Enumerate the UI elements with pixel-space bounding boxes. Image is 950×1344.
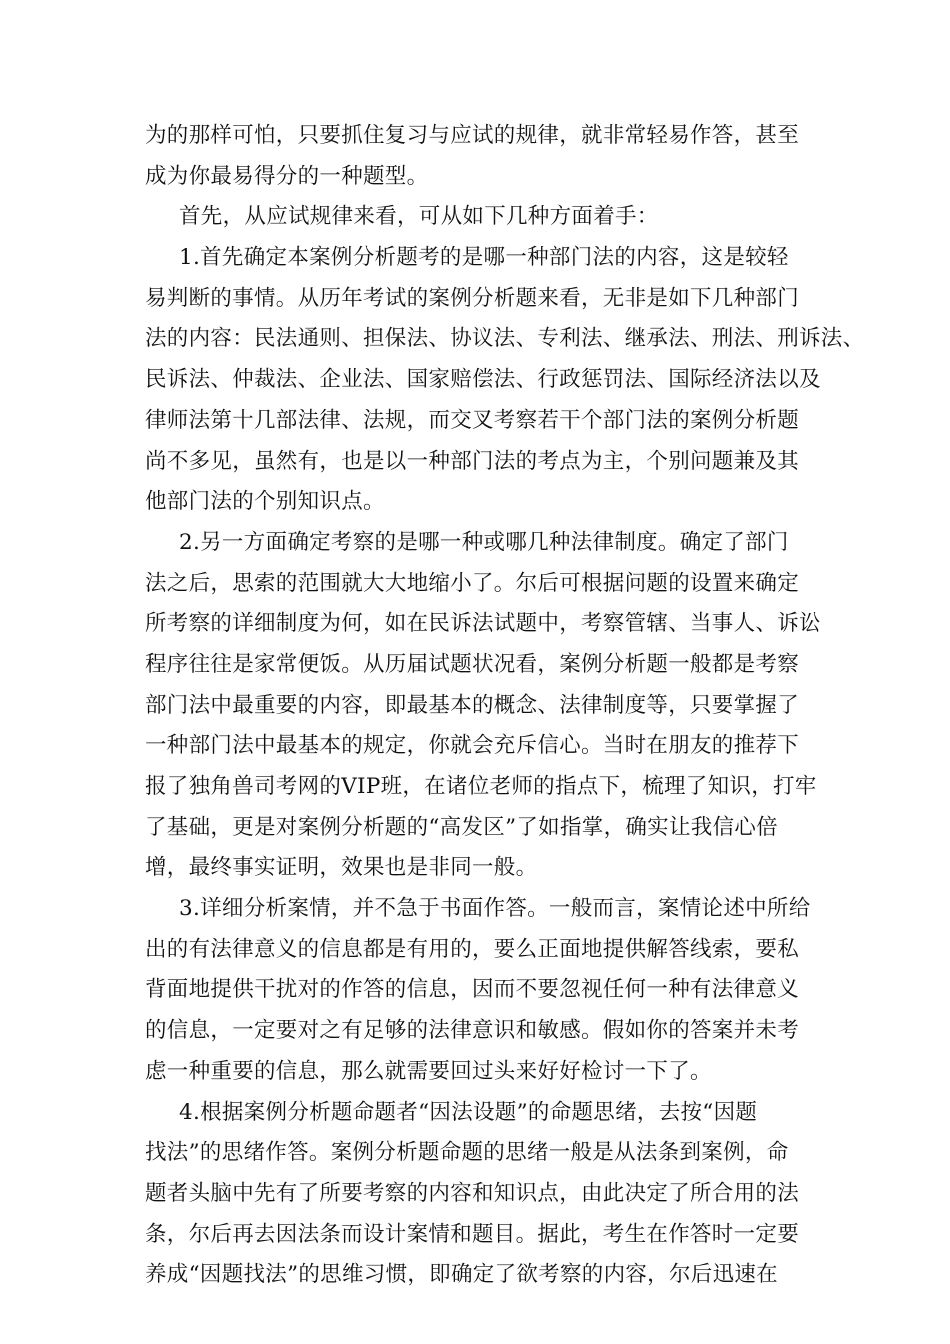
text-line: 条，尔后再去因法条而设计案情和题目。据此，考生在作答时一定要 [145, 1221, 800, 1247]
text-line: 尚不多见，虽然有，也是以一种部门法的考点为主，个别问题兼及其 [145, 448, 800, 474]
text-line: 题者头脑中先有了所要考察的内容和知识点，由此决定了所合用的法 [145, 1180, 800, 1206]
text-line: 找法”的思绪作答。案例分析题命题的思绪一般是从法条到案例，命 [145, 1140, 789, 1166]
paragraph-first-line: 3.详细分析案情，并不急于书面作答。一般而言，案情论述中所给 [179, 896, 811, 922]
paragraph-first-line: 首先，从应试规律来看，可从如下几种方面着手： [179, 204, 659, 230]
text-line: 背面地提供干扰对的作答的信息，因而不要忽视任何一种有法律意义 [145, 977, 800, 1003]
paragraph-first-line: 1.首先确定本案例分析题考的是哪一种部门法的内容，这是较轻 [179, 245, 789, 271]
text-line: 一种部门法中最基本的规定，你就会充斥信心。当时在朋友的推荐下 [145, 733, 800, 759]
text-line: 法的内容：民法通则、担保法、协议法、专利法、继承法、刑法、刑诉法、 [145, 326, 865, 352]
text-line: 出的有法律意义的信息都是有用的，要么正面地提供解答线索，要私 [145, 936, 800, 962]
text-line: 增，最终事实证明，效果也是非同一般。 [145, 855, 538, 881]
text-line: 法之后，思索的范围就大大地缩小了。尔后可根据问题的设置来确定 [145, 570, 800, 596]
text-line: 养成“因题找法”的思维习惯，即确定了欲考察的内容，尔后迅速在 [145, 1262, 778, 1288]
text-line: 了基础，更是对案例分析题的“高发区”了如指掌，确实让我信心倍 [145, 814, 778, 840]
text-line: 所考察的详细制度为何，如在民诉法试题中，考察管辖、当事人、诉讼 [145, 611, 821, 637]
text-line: 报了独角兽司考网的VIP班，在诸位老师的指点下，梳理了知识，打牢 [145, 774, 817, 799]
text-line: 部门法中最重要的内容，即最基本的概念、法律制度等，只要掌握了 [145, 692, 800, 718]
text-line: 程序往往是家常便饭。从历届试题状况看，案例分析题一般都是考察 [145, 651, 800, 677]
document-body [145, 116, 865, 1296]
text-line: 为的那样可怕，只要抓住复习与应试的规律，就非常轻易作答，甚至 [145, 123, 800, 148]
text-line: 民诉法、仲裁法、企业法、国家赔偿法、行政惩罚法、国际经济法以及 [145, 367, 821, 393]
text-line: 律师法第十几部法律、法规，而交叉考察若干个部门法的案例分析题 [145, 407, 800, 433]
text-line: 他部门法的个别知识点。 [145, 489, 385, 515]
text-line: 虑一种重要的信息，那么就需要回过头来好好检讨一下了。 [145, 1058, 712, 1084]
text-line: 成为你最易得分的一种题型。 [145, 163, 429, 189]
text-line: 易判断的事情。从历年考试的案例分析题来看，无非是如下几种部门 [145, 285, 800, 311]
text-line: 的信息，一定要对之有足够的法律意识和敏感。假如你的答案并未考 [145, 1018, 800, 1044]
paragraph-first-line: 2.另一方面确定考察的是哪一种或哪几种法律制度。确定了部门 [179, 529, 789, 555]
paragraph-first-line: 4.根据案例分析题命题者“因法设题”的命题思绪，去按“因题 [179, 1099, 758, 1125]
